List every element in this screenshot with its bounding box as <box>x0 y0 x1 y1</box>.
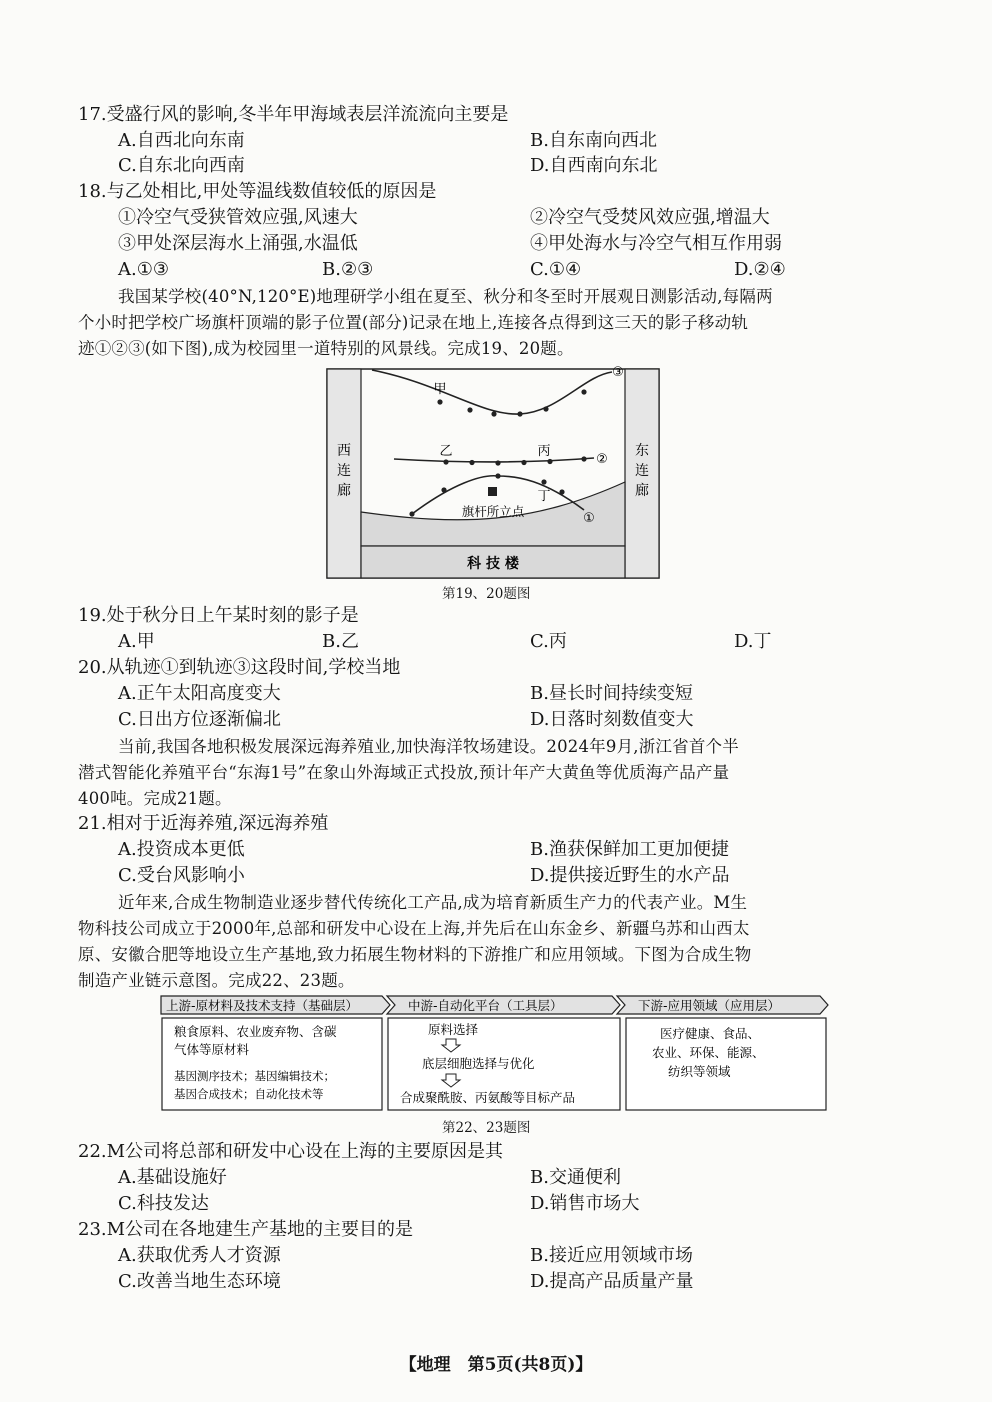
trajectory-3-point <box>491 411 496 416</box>
midstream-line-1: 原料选择 <box>428 1022 479 1037</box>
midstream-line-3: 合成聚酰胺、丙氨酸等目标产品 <box>400 1090 576 1105</box>
q22-option-d: D.销售市场大 <box>530 1193 640 1214</box>
q20-option-b: B.昼长时间持续变短 <box>530 683 693 704</box>
intro21-line3: 400吨。完成21题。 <box>78 789 232 808</box>
q22-stem: 22.M公司将总部和研发中心设在上海的主要原因是其 <box>78 1141 504 1162</box>
q22-option-a: A.基础设施好 <box>118 1167 227 1188</box>
science-building-label: 科 技 楼 <box>467 556 519 572</box>
intro22-line4: 制造产业链示意图。完成22、23题。 <box>78 971 355 990</box>
intro21-line2: 潜式智能化养殖平台“东海1号”在象山外海域正式投放,预计年产大黄鱼等优质海产品产量 <box>78 763 730 782</box>
q18-statement-2: ②冷空气受焚风效应强,增温大 <box>530 207 770 228</box>
east-char-3: 廊 <box>635 483 649 499</box>
trajectory-1-point <box>559 489 564 494</box>
trajectory-3-point <box>467 407 472 412</box>
trajectory-2 <box>394 458 594 462</box>
trajectory-2-point <box>443 459 448 464</box>
downstream-line-1: 医疗健康、食品、 <box>660 1026 761 1041</box>
q18-statement-1: ①冷空气受狭管效应强,风速大 <box>118 207 358 228</box>
west-char-1: 西 <box>337 443 351 459</box>
trajectory-2-label: ② <box>596 452 608 467</box>
trajectory-1-point <box>409 511 414 516</box>
q20-option-d: D.日落时刻数值变大 <box>530 709 694 730</box>
trajectory-3-point <box>581 389 586 394</box>
figure-22-23-caption: 第22、23题图 <box>442 1120 531 1136</box>
downstream-line-3: 纺织等领域 <box>668 1064 731 1079</box>
trajectory-2-point <box>547 459 552 464</box>
q18-statement-3: ③甲处深层海水上涌强,水温低 <box>118 233 358 254</box>
trajectory-1-point <box>441 487 446 492</box>
trajectory-2-point <box>495 460 500 465</box>
label-jia: 甲 <box>433 382 447 397</box>
q22-option-c: C.科技发达 <box>118 1193 209 1214</box>
flagpole-marker <box>488 487 497 496</box>
trajectory-3 <box>372 370 612 414</box>
q23-option-c: C.改善当地生态环境 <box>118 1271 281 1292</box>
midstream-header-label: 中游-自动化平台（工具层） <box>408 998 563 1013</box>
label-bing: 丙 <box>537 444 551 459</box>
q19-option-d: D.丁 <box>734 631 772 652</box>
q18-option-a: A.①③ <box>118 259 169 280</box>
intro19-line1: 我国某学校(40°N,120°E)地理研学小组在夏至、秋分和冬至时开展观日测影活动,每隔两 <box>118 287 773 306</box>
q21-option-b: B.渔获保鲜加工更加便捷 <box>530 839 729 860</box>
east-char-2: 连 <box>635 463 649 479</box>
q21-stem: 21.相对于近海养殖,深远海养殖 <box>78 813 329 834</box>
trajectory-1-point <box>495 473 500 478</box>
trajectory-3-point <box>437 399 442 404</box>
q18-option-d: D.②④ <box>734 259 786 280</box>
upstream-line-2: 气体等原材料 <box>174 1042 250 1057</box>
trajectory-3-point <box>517 411 522 416</box>
trajectory-2-point <box>521 460 526 465</box>
intro19-line3: 迹①②③(如下图),成为校园里一道特别的风景线。完成19、20题。 <box>78 339 574 358</box>
q23-option-a: A.获取优秀人才资源 <box>118 1245 281 1266</box>
q23-stem: 23.M公司在各地建生产基地的主要目的是 <box>78 1219 414 1240</box>
downstream-header-label: 下游-应用领域（应用层） <box>638 998 781 1013</box>
west-char-3: 廊 <box>337 483 351 499</box>
flagpole-label: 旗杆所立点 <box>461 504 525 519</box>
q19-stem: 19.处于秋分日上午某时刻的影子是 <box>78 605 359 626</box>
page-footer: 【地理 第5页(共8页)】 <box>399 1355 593 1375</box>
q21-option-c: C.受台风影响小 <box>118 865 245 886</box>
trajectory-3-point <box>543 406 548 411</box>
q19-option-a: A.甲 <box>118 631 155 652</box>
trajectory-1-point <box>541 479 546 484</box>
intro22-line2: 物科技公司成立于2000年,总部和研发中心设在上海,并先后在山东金乡、新疆乌苏和山西太 <box>78 919 750 938</box>
west-char-2: 连 <box>337 463 351 479</box>
intro22-line1: 近年来,合成生物制造业逐步替代传统化工产品,成为培育新质生产力的代表产业。M生 <box>118 893 748 912</box>
intro22-line3: 原、安徽合肥等地设立生产基地,致力拓展生物材料的下游推广和应用领域。下图为合成生物 <box>78 945 752 964</box>
q21-option-a: A.投资成本更低 <box>118 839 245 860</box>
q23-option-b: B.接近应用领域市场 <box>530 1245 693 1266</box>
intro21-line1: 当前,我国各地积极发展深远海养殖业,加快海洋牧场建设。2024年9月,浙江省首个半 <box>118 737 739 756</box>
upstream-header-label: 上游-原材料及技术支持（基础层） <box>166 998 359 1013</box>
upstream-line-3: 基因测序技术；基因编辑技术； <box>174 1069 335 1083</box>
trajectory-3-label: ③ <box>612 365 624 380</box>
industry-chain-figure <box>160 994 830 1114</box>
q21-option-d: D.提供接近野生的水产品 <box>530 865 730 886</box>
intro19-line2: 个小时把学校广场旗杆顶端的影子位置(部分)记录在地上,连接各点得到这三天的影子移动轨 <box>78 313 749 332</box>
q20-stem: 20.从轨迹①到轨迹③这段时间,学校当地 <box>78 657 401 678</box>
upstream-line-1: 粮食原料、农业废弃物、含碳 <box>174 1024 337 1039</box>
q18-statement-4: ④甲处海水与冷空气相互作用弱 <box>530 233 782 254</box>
q17-stem: 17.受盛行风的影响,冬半年甲海域表层洋流流向主要是 <box>78 104 509 125</box>
q22-option-b: B.交通便利 <box>530 1167 621 1188</box>
q17-option-b: B.自东南向西北 <box>530 130 657 151</box>
figure-19-20-caption: 第19、20题图 <box>442 586 531 602</box>
label-ding: 丁 <box>537 489 551 504</box>
q20-option-c: C.日出方位逐渐偏北 <box>118 709 281 730</box>
downstream-line-2: 农业、环保、能源、 <box>652 1045 765 1060</box>
q18-stem: 18.与乙处相比,甲处等温线数值较低的原因是 <box>78 181 437 202</box>
trajectory-1-label: ① <box>583 511 595 526</box>
q17-option-c: C.自东北向西南 <box>118 155 245 176</box>
q17-option-d: D.自西南向东北 <box>530 155 658 176</box>
q20-option-a: A.正午太阳高度变大 <box>118 683 281 704</box>
q18-option-c: C.①④ <box>530 259 582 280</box>
upstream-line-4: 基因合成技术；自动化技术等 <box>174 1087 324 1101</box>
q19-option-b: B.乙 <box>322 631 359 652</box>
q23-option-d: D.提高产品质量产量 <box>530 1271 694 1292</box>
q17-option-a: A.自西北向东南 <box>118 130 245 151</box>
shadow-trajectory-figure <box>322 364 662 582</box>
midstream-line-2: 底层细胞选择与优化 <box>422 1056 535 1071</box>
trajectory-2-point <box>469 460 474 465</box>
east-char-1: 东 <box>635 443 649 459</box>
label-yi: 乙 <box>439 444 453 459</box>
trajectory-2-point <box>581 456 586 461</box>
q18-option-b: B.②③ <box>322 259 374 280</box>
q19-option-c: C.丙 <box>530 631 567 652</box>
